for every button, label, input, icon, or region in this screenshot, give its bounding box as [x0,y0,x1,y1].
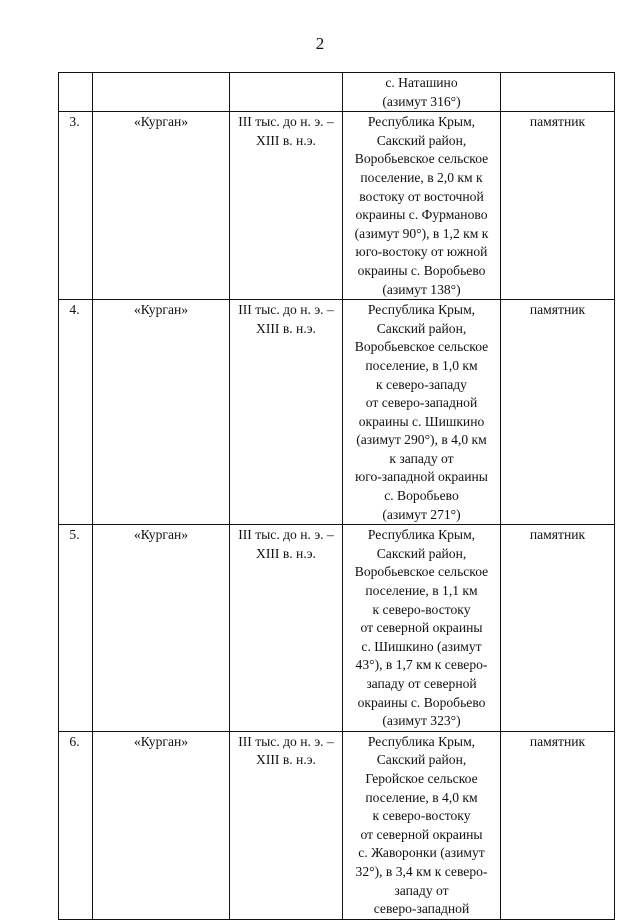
category-cell [501,525,615,732]
location-line: востоку от восточной [359,188,484,204]
location-line: окраины с. Шишкино [358,413,485,429]
location-cell [343,300,501,525]
location-line: Республика Крым, [367,114,476,130]
row-number: 5. [69,527,80,543]
location-line: к северо-востоку [372,601,471,617]
location-line: поселение, в 4,0 км [365,789,478,805]
location-line: с. Наташино [385,75,458,90]
location-line: юго-востоку от южной [355,244,488,260]
object-name-cell [93,112,230,300]
category-cell [501,73,615,112]
category-cell [501,112,615,300]
dating-line: XIII в. н.э. [256,132,316,148]
location-line: Воробьевское сельское [354,151,489,167]
dating-cell [230,731,343,919]
location-line: (азимут 138°) [382,281,461,297]
table-row [59,525,615,732]
row-number-cell [59,300,93,525]
location-line: Республика Крым, [367,302,476,318]
location-line: к северо-западу [376,376,467,392]
location-line: северо-западной [373,901,470,917]
location-line: с. Воробьево [384,488,459,504]
location-line: Сакский район, [376,320,467,336]
location-line: поселение, в 1,0 км [365,357,478,373]
row-number-cell [59,525,93,732]
location-line: окраины с. Воробьево [357,694,486,710]
location-line: западу от северной [366,676,477,691]
row-number: 4. [69,302,80,318]
dating-line: XIII в. н.э. [256,320,316,336]
dating-line: XIII в. н.э. [256,545,316,561]
location-line: окраины с. Воробьево [357,262,486,278]
dating-line: XIII в. н.э. [256,752,316,768]
location-cell [343,112,501,300]
table-row [59,300,615,525]
location-line: с. Жаворонки (азимут [358,845,485,861]
location-line: (азимут 290°), в 4,0 км [356,432,487,448]
table-row [59,731,615,919]
location-line: Сакский район, [376,132,467,148]
object-name: «Курган» [133,114,189,130]
location-line: от северо-западной [365,395,478,411]
location-line: Геройское сельское [365,770,478,786]
location-line: от северной окраины [360,826,483,842]
object-name-cell [93,300,230,525]
location-line: поселение, в 1,1 км [365,583,478,599]
location-line: (азимут 90°), в 1,2 км к [354,225,489,241]
location-line: к северо-востоку [372,808,471,824]
dating-line: III тыс. до н. э. – [238,114,334,130]
row-number: 3. [69,114,80,130]
location-cell [343,731,501,919]
object-name-cell [93,525,230,732]
dating-cell [230,300,343,525]
location-cell [343,73,501,112]
dating-line: III тыс. до н. э. – [238,527,334,543]
location-line: (азимут 271°) [382,506,461,522]
location-cell [343,525,501,732]
location-line: западу от [394,882,449,898]
category-label: памятник [529,302,586,318]
location-line: юго-западной окраины [355,469,488,485]
object-name: «Курган» [133,527,189,543]
location-line: поселение, в 2,0 км к [360,169,483,185]
row-number-cell [59,731,93,919]
location-line: Сакский район, [376,545,467,561]
location-line: Сакский район, [376,752,467,768]
table-row [59,112,615,300]
category-cell [501,731,615,919]
location-line: к западу от [389,450,454,466]
dating-cell [230,112,343,300]
location-line: Республика Крым, [367,527,476,543]
location-line: Воробьевское сельское [354,339,489,355]
location-line: от северной окраины [360,620,483,636]
location-line: (азимут 316°) [382,93,461,109]
category-cell [501,300,615,525]
location-line: 43°), в 1,7 км к северо- [355,657,488,673]
page-number: 2 [315,34,325,53]
dating-cell [230,73,343,112]
dating-line: III тыс. до н. э. – [238,733,334,749]
table-row-continued [59,73,615,112]
location-line: Воробьевское сельское [354,564,489,580]
object-name-cell [93,73,230,112]
category-label: памятник [529,114,586,130]
row-number: 6. [69,733,80,749]
object-name: «Курган» [133,302,189,318]
object-name-cell [93,731,230,919]
row-number-cell [59,112,93,300]
object-name: «Курган» [133,733,189,749]
dating-line: III тыс. до н. э. – [238,302,334,318]
location-line: (азимут 323°) [382,713,461,729]
location-line: с. Шишкино (азимут [361,638,482,654]
dating-cell [230,525,343,732]
category-label: памятник [529,733,586,749]
category-label: памятник [529,527,586,543]
location-line: окраины с. Фурманово [355,207,488,223]
location-line: Республика Крым, [367,733,476,749]
location-line: 32°), в 3,4 км к северо- [355,863,488,879]
row-number-cell [59,73,93,112]
monuments-table [58,72,615,920]
